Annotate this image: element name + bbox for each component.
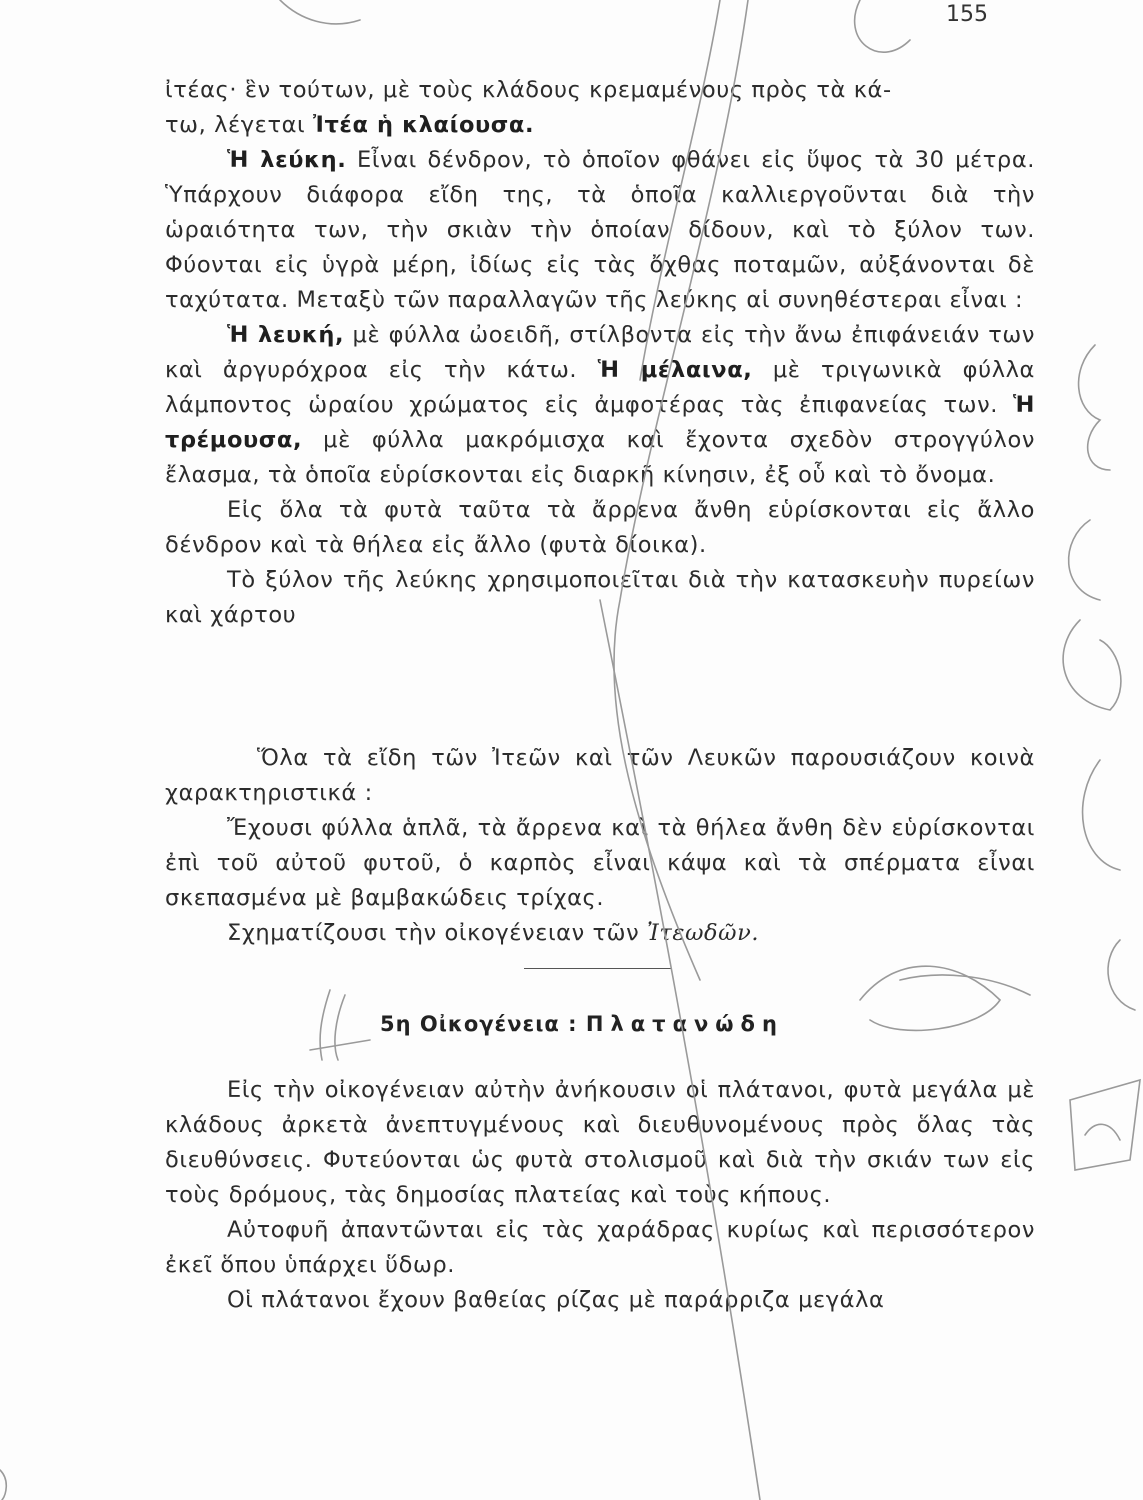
paragraph-text: Σχηματίζουσι τὴν οἰκογένειαν τῶν — [227, 920, 648, 946]
pencil-stroke — [1069, 520, 1100, 600]
pencil-stroke — [1108, 940, 1135, 1010]
paragraph-family-salicaceae — [165, 916, 1035, 951]
term-aspen: Ἡ τρέμουσα, — [165, 392, 1035, 453]
term-poplar: Ἡ λεύκη. — [227, 147, 347, 173]
pencil-stroke — [1063, 620, 1121, 710]
section-number: 5η Οἰκογένεια : — [380, 1012, 578, 1036]
section-heading — [380, 1012, 784, 1036]
paragraph-text: Εἶναι δένδρον, τὸ ὁποῖον φθάνει εἰς ὕψος τὰ 30 μέτρα. Ὑπάρχουν διάφορα εἴδη της, τὰ ὁποῖα καλλιεργοῦνται διὰ τὴν ὡραιότητα των, τὴν σκιὰν τὴν ὁποίαν δίδουν, καὶ τὸ ξύλον των. Φύονται εἰς ὑγρὰ μέρη, ἰδίως εἰς τὰς ὄχθας ποταμῶν, αὐξάνονται δὲ ταχύτατα. Μεταξὺ τῶν παραλλαγῶν τῆς λεύκης αἱ συνηθέστεραι εἶναι : — [165, 147, 1035, 313]
pencil-stroke — [1079, 345, 1110, 470]
paragraph-plane-roots: Οἱ πλάτανοι ἔχουν βαθείας ρίζας μὲ παράρριζα μεγάλα — [227, 1287, 885, 1313]
paragraph-line: ἰτέας· ἓν τούτων, μὲ τοὺς κλάδους κρεμαμένους πρὸς τὰ κά- — [165, 77, 892, 103]
paragraph-poplar-varieties — [165, 318, 1035, 493]
section-title: Πλατανώδη — [585, 1012, 784, 1036]
paragraph-plane-trees: Εἰς τὴν οἰκογένειαν αὐτὴν ἀνήκουσιν οἱ πλάτανοι, φυτὰ μεγάλα μὲ κλάδους ἀρκετὰ ἀνεπτυγμένους καὶ διευθυνομένους πρὸς ὅλας τὰς διευθύνσεις. Φυτεύονται ὡς φυτὰ στολισμοῦ καὶ διὰ τὴν σκιάν των εἰς τοὺς δρόμους, τὰς δημοσίας πλατείας καὶ τοὺς κήπους. — [165, 1077, 1035, 1208]
paragraph-common-features: Ἔχουσι φύλλα ἁπλᾶ, τὰ ἄρρενα καὶ τὰ θήλεα ἄνθη δὲν εὑρίσκονται ἐπὶ τοῦ αὐτοῦ φυτοῦ, ὁ καρπὸς εἶναι κάψα καὶ τὰ σπέρματα εἶναι σκεπασμένα μὲ βαμβακώδεις τρίχας. — [165, 815, 1035, 911]
pencil-stroke — [855, 0, 910, 52]
paragraph-text: μὲ τριγωνικὰ φύλλα λάμποντος ὡραίου χρώματος εἰς ἀμφοτέρας τὰς ἐπιφανείας των. — [165, 357, 1035, 418]
pencil-stroke — [1070, 1080, 1140, 1170]
pencil-stroke — [280, 0, 360, 24]
paragraph-text: τω, λέγεται — [165, 112, 313, 138]
paragraph-dioecious: Εἰς ὅλα τὰ φυτὰ ταῦτα τὰ ἄρρενα ἄνθη εὑρίσκονται εἰς ἄλλο δένδρον καὶ τὰ θήλεα εἰς ἄλλο (φυτὰ δίοικα). — [165, 497, 1035, 558]
pencil-stroke — [600, 600, 760, 1500]
pencil-stroke — [310, 1040, 370, 1050]
pencil-stroke — [1085, 1124, 1120, 1140]
pencil-stroke — [1083, 760, 1120, 870]
term-weeping-willow: Ἰτέα ἡ κλαίουσα. — [313, 112, 535, 138]
paragraph-plane-habitat: Αὐτοφυῆ ἀπαντῶνται εἰς τὰς χαράδρας κυρίως καὶ περισσότερον ἐκεῖ ὅπου ὑπάρχει ὕδωρ. — [165, 1217, 1035, 1278]
term-black-poplar: Ἡ μέλαινα, — [597, 357, 753, 383]
paragraph-poplar — [165, 143, 1035, 318]
paragraph-common-features-intro: Ὅλα τὰ εἴδη τῶν Ἰτεῶν καὶ τῶν Λευκῶν παρουσιάζουν κοινὰ χαρακτηριστικά : — [165, 745, 1035, 806]
pencil-stroke — [900, 975, 1030, 995]
pencil-stroke — [335, 995, 345, 1060]
pencil-stroke — [320, 990, 330, 1060]
paragraph-weeping-willow — [165, 73, 1035, 143]
page-number: 155 — [946, 2, 988, 27]
section-divider — [524, 968, 672, 969]
pencil-stroke — [0, 1470, 6, 1500]
term-white-poplar: Ἡ λευκή, — [227, 322, 345, 348]
text-block-plane-trees — [165, 1073, 1035, 1318]
paragraph-text: μὲ φύλλα μακρόμισχα καὶ ἔχοντα σχεδὸν στρογγύλον ἔλασμα, τὰ ὁποῖα εὑρίσκονται εἰς διαρκῆ κίνησιν, ἐξ οὗ καὶ τὸ ὄνομα. — [165, 427, 1035, 488]
paragraph-poplar-wood: Τὸ ξύλον τῆς λεύκης χρησιμοποιεῖται διὰ τὴν κατασκευὴν πυρείων καὶ χάρτου — [165, 567, 1035, 628]
pencil-stroke — [860, 966, 1000, 1030]
text-block-willow-poplar — [165, 73, 1035, 633]
family-name-italic: Ἰτεωδῶν. — [647, 920, 760, 946]
paragraph-text: μὲ φύλλα ὠοειδῆ, στίλβοντα εἰς τὴν ἄνω ἐπιφάνειάν των καὶ ἀργυρόχροα εἰς τὴν κάτω. — [165, 322, 1035, 383]
text-block-characteristics — [165, 741, 1035, 951]
